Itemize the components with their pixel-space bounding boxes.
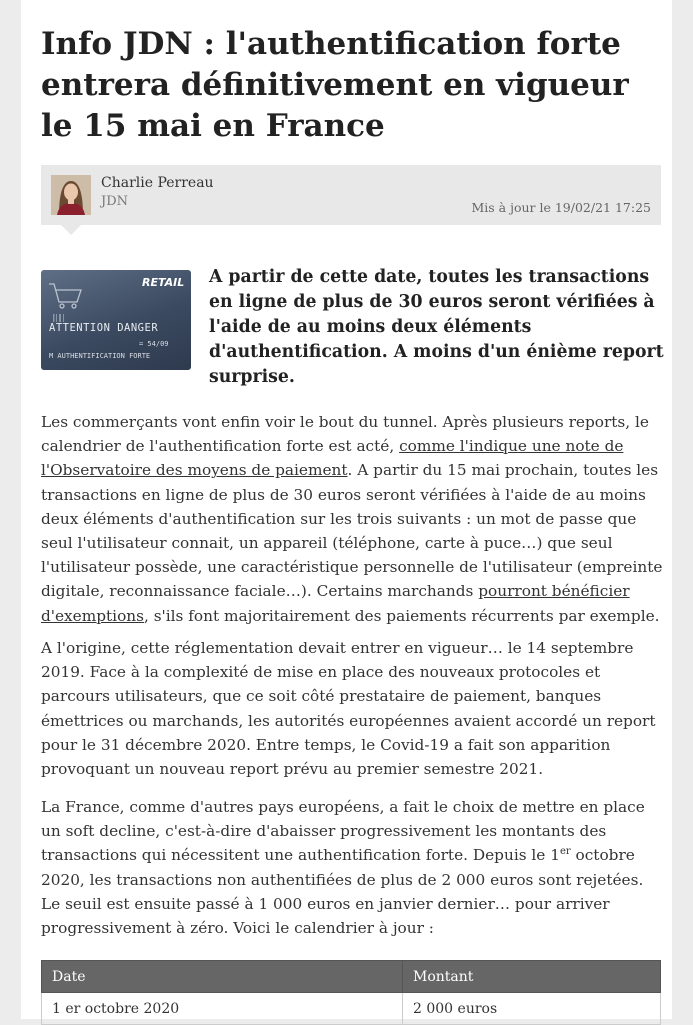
avatar-photo-icon [51, 175, 91, 215]
byline-pointer-icon [61, 225, 81, 235]
thumbnail-line3: M AUTHENTIFICATION FORTE [49, 352, 151, 360]
article-title: Info JDN : l'authentification forte entrera définitivement en vigueur le 15 mai en France [41, 26, 629, 144]
thumbnail-badge: RETAIL [142, 276, 185, 289]
updated-timestamp: Mis à jour le 19/02/21 17:25 [471, 200, 651, 215]
author-avatar[interactable] [51, 175, 91, 215]
thumbnail-card-icon [41, 270, 191, 370]
cell-amount: 2 000 euros [403, 993, 661, 1025]
table-row [42, 993, 661, 1025]
author-name[interactable]: Charlie Perreau [101, 175, 214, 191]
paragraph-3-text-b: octobre 2020, les transactions non authentifiées de plus de 2 000 euros sont rejetées. Le seuil est ensuite passé à 1 000 euros en janvier dernier… pour arriver progressivement à zéro. Voici le calendrier à jour : [41, 846, 644, 938]
author-byline [41, 165, 661, 225]
article-lead: A partir de cette date, toutes les transactions en ligne de plus de 30 euros seront vérifiées à l'aide de au moins deux éléments d'authentification. A moins d'un énième report surprise. [209, 267, 664, 387]
header-amount: Montant [403, 961, 661, 993]
author-organization: JDN [101, 194, 129, 209]
paragraph-1-text-b: . A partir du 15 mai prochain, toutes les transactions en ligne de plus de 30 euros seront vérifiées à l'aide de au moins deux éléments d'authentification sur les trois suivants : un mot de passe que seul l'utilisateur connait, un appareil (téléphone, carte à puce…) que seul l'utilisateur possède, une caractéristique personnelle de l'utilisateur (empreinte digitale, reconnaissance faciale…). Certains marchands [41, 461, 663, 601]
table-header-row [42, 961, 661, 993]
ordinal-superscript: er [559, 846, 571, 858]
article-thumbnail[interactable] [41, 270, 191, 370]
paragraph-1-text-a: Les commerçants vont enfin voir le bout du tunnel. Après plusieurs reports, le calendrier de l'authentification forte est acté, [41, 413, 649, 456]
paragraph-1-text-c: , s'ils font majoritairement des paiements récurrents par exemple. [143, 606, 660, 625]
calendar-table [41, 960, 661, 1025]
observatoire-note-link[interactable]: comme l'indique une note de l'Observatoire des moyens de paiement [41, 437, 624, 480]
paragraph-3-text-a: La France, comme d'autres pays européens, a fait le choix de mettre en place un soft decline, c'est-à-dire d'abaisser progressivement les montants des transactions qui nécessitent une authentification forte. Depuis le 1 [41, 798, 645, 865]
thumbnail-line2: = 54/09 [139, 340, 169, 348]
paragraph-1 [41, 410, 666, 628]
paragraph-3 [41, 795, 666, 940]
exemptions-link[interactable]: pourront bénéficier d'exemptions [41, 582, 630, 625]
thumbnail-line1: ATTENTION DANGER [49, 322, 159, 334]
cell-date: 1 er octobre 2020 [42, 993, 403, 1025]
paragraph-2: A l'origine, cette réglementation devait entrer en vigueur… le 14 septembre 2019. Face à la complexité de mise en place des nouveaux protocoles et parcours utilisateurs, que ce soit côté prestataire de paiement, banques émettrices ou marchands, les autorités européennes avaient accordé un report pour le 31 décembre 2020. Entre temps, le Covid-19 a fait son apparition provoquant un nouveau report prévu au premier semestre 2021. [41, 639, 656, 779]
article-page [21, 0, 672, 1019]
header-date: Date [42, 961, 403, 993]
